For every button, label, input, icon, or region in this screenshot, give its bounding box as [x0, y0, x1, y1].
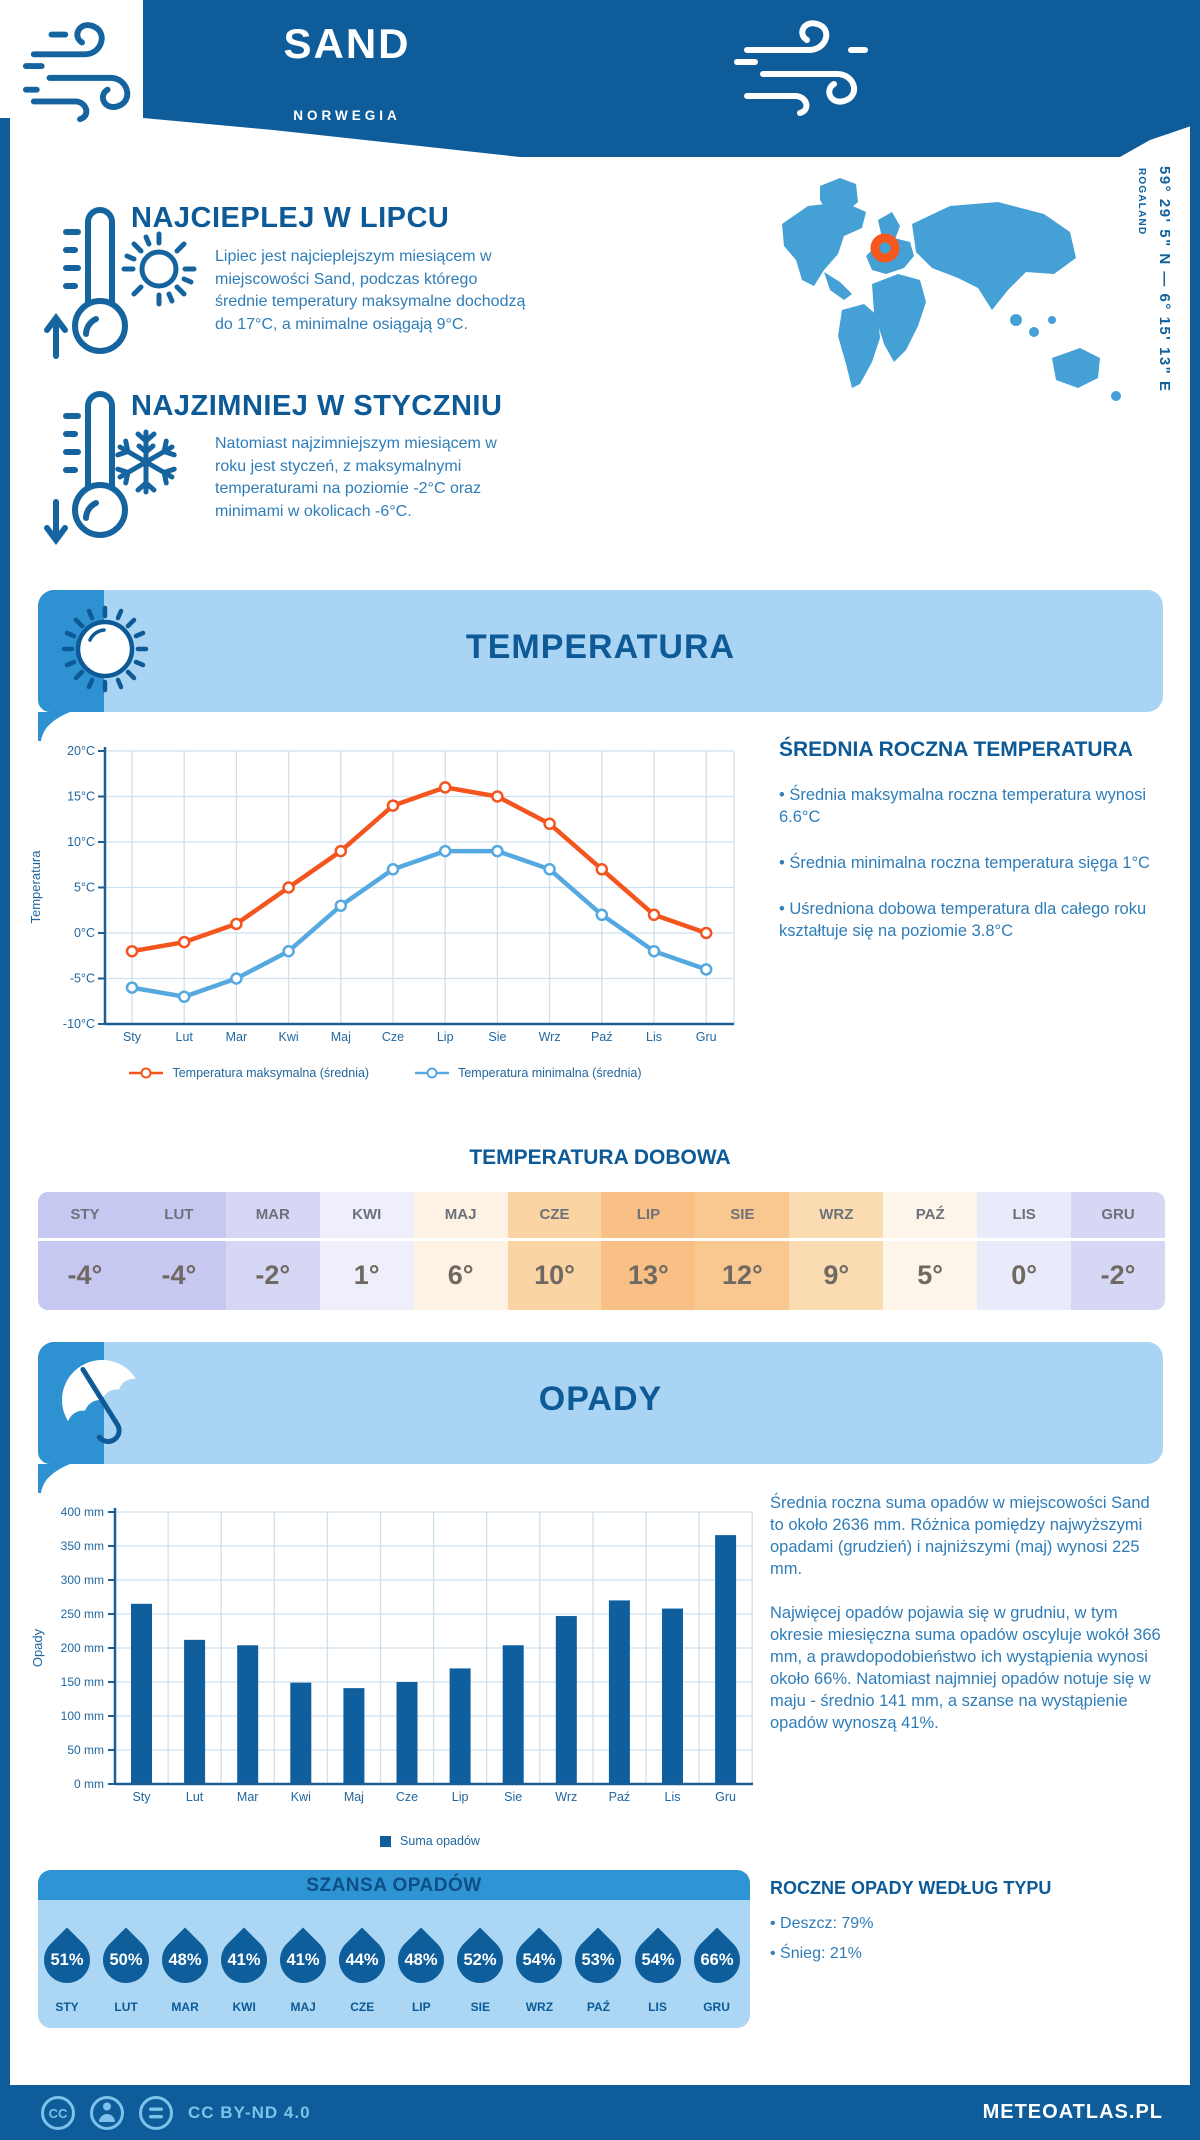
temperature-value: 6° [414, 1241, 508, 1310]
daily-temperature-table [38, 1192, 1165, 1310]
svg-text:Mar: Mar [225, 1030, 248, 1044]
rain-chance-percent: 44% [345, 1950, 379, 1969]
rain-chance-month: PAŹ [586, 2000, 610, 2014]
daily-temp-column-GRU [1071, 1192, 1165, 1310]
daily-temp-column-SIE [695, 1192, 789, 1310]
rain-chance-percent: 41% [227, 1950, 261, 1969]
svg-text:Wrz: Wrz [538, 1030, 561, 1044]
coldest-title: NAJZIMNIEJ W STYCZNIU [131, 390, 503, 422]
temperature-value: 13° [601, 1241, 695, 1310]
annual-temperature-block [779, 738, 1175, 966]
rain-chance-percent: 50% [109, 1950, 143, 1969]
bar-Maj [343, 1688, 364, 1784]
raindrop-icon-STY [34, 1927, 99, 1992]
svg-text:Temperatura: Temperatura [28, 850, 43, 924]
annual-temperature-bullet: • Uśredniona dobowa temperatura dla całego roku kształtuje się na poziomie 3.8°C [779, 900, 1147, 940]
by-type-title: ROCZNE OPADY WEDŁUG TYPU [770, 1878, 1052, 1898]
svg-text:50 mm: 50 mm [67, 1743, 104, 1757]
legend-label: Temperatura maksymalna (średnia) [172, 1066, 370, 1080]
raindrop-icon-KWI [212, 1927, 277, 1992]
warmest-text: Lipiec jest najcieplejszym miesiącem w miejscowości Sand, podczas którego średnie temperatury maksymalne dochodzą do 17°C, a minimalne osiągają 9°C. [215, 248, 526, 333]
band-tail [38, 1464, 72, 1494]
svg-text:Sty: Sty [132, 1790, 151, 1804]
month-header: CZE [508, 1192, 602, 1238]
bar-Lis [662, 1609, 683, 1784]
month-header: LIP [601, 1192, 695, 1238]
rain-chance-month: MAR [171, 2000, 199, 2014]
legend-swatch [414, 1067, 450, 1079]
rain-chance-month: GRU [703, 2000, 730, 2014]
rain-chance-month: LIP [411, 2000, 431, 2014]
svg-text:Cze: Cze [381, 1030, 405, 1044]
daily-temp-column-MAR [226, 1192, 320, 1310]
legend-label: Temperatura minimalna (średnia) [458, 1066, 642, 1080]
svg-text:Lip: Lip [436, 1030, 454, 1044]
world-map [780, 160, 1152, 422]
rain-chance-percent: 53% [581, 1950, 615, 1969]
raindrop-icon-LUT [94, 1927, 159, 1992]
rain-chance-percent: 48% [404, 1950, 438, 1969]
daily-temp-column-STY [38, 1192, 132, 1310]
region-label: ROGALAND [1136, 168, 1147, 236]
bar-Sty [131, 1604, 152, 1784]
daily-temp-column-LIP [601, 1192, 695, 1310]
snowflake-icon [108, 424, 184, 500]
annual-temperature-title: ŚREDNIA ROCZNA TEMPERATURA [779, 738, 1133, 761]
site-name[interactable]: METEOATLAS.PL [982, 2101, 1163, 2123]
daily-temp-column-CZE [508, 1192, 602, 1310]
legend-item [128, 1066, 369, 1080]
svg-text:Cze: Cze [395, 1790, 419, 1804]
temperature-value: 12° [695, 1241, 789, 1310]
month-header: LIS [977, 1192, 1071, 1238]
coordinates-label: 59° 29' 5" N — 6° 15' 13" E [1156, 166, 1173, 393]
rain-chance-percent: 41% [286, 1950, 320, 1969]
svg-text:Wrz: Wrz [555, 1790, 578, 1804]
sun-outline-icon [116, 226, 202, 312]
bar-Kwi [290, 1683, 311, 1784]
svg-text:Lis: Lis [646, 1030, 662, 1044]
precipitation-text-block [770, 1492, 1168, 1758]
bar-Gru [715, 1535, 736, 1784]
wind-icon-left [22, 14, 140, 126]
temperature-value: -2° [226, 1241, 320, 1310]
svg-text:0°C: 0°C [74, 926, 95, 940]
bar-Lip [450, 1668, 471, 1784]
month-header: LUT [132, 1192, 226, 1238]
daily-temp-column-WRZ [789, 1192, 883, 1310]
svg-text:Opady: Opady [30, 1628, 45, 1668]
rain-chance-percent: 52% [463, 1950, 497, 1969]
daily-temp-column-LIS [977, 1192, 1071, 1310]
svg-text:CC: CC [48, 2106, 68, 2121]
svg-text:0 mm: 0 mm [74, 1777, 104, 1791]
month-header: WRZ [789, 1192, 883, 1238]
month-header: MAR [226, 1192, 320, 1238]
rain-chance-percent: 48% [168, 1950, 202, 1969]
svg-text:Lut: Lut [175, 1030, 193, 1044]
wind-icon-right [733, 16, 873, 116]
temperature-value: 9° [789, 1241, 883, 1310]
header-ribbon [0, 0, 1200, 170]
daily-temp-column-PAŹ [883, 1192, 977, 1310]
daily-temp-column-LUT [132, 1192, 226, 1310]
rain-chance-month: STY [55, 2000, 79, 2014]
by-type-bullet: • Śnieg: 21% [770, 1945, 862, 1962]
license-label: CC BY-ND 4.0 [188, 2103, 311, 2122]
temperature-value: 10° [508, 1241, 602, 1310]
by-type-bullet: • Deszcz: 79% [770, 1915, 874, 1932]
svg-text:Maj: Maj [343, 1790, 364, 1804]
bar-Wrz [556, 1616, 577, 1784]
rain-chance-month: MAJ [290, 2000, 316, 2014]
raindrop-icon-LIS [625, 1927, 690, 1992]
precipitation-paragraph: Najwięcej opadów pojawia się w grudniu, w tym okresie miesięczna suma opadów oscyluje wokół 366 mm, a prawdopodobieństwo ich wystąpienia wynosi około 66%. Natomiast najmniej opadów notuje się w maju - średnio 141 mm, a szanse na wystąpienie opadów wynoszą 41%. [770, 1604, 1161, 1732]
precipitation-chart-legend [60, 1834, 800, 1848]
right-border-strip [1190, 123, 1200, 2085]
svg-text:10°C: 10°C [67, 835, 95, 849]
svg-text:200 mm: 200 mm [60, 1641, 104, 1655]
svg-text:Mar: Mar [236, 1790, 259, 1804]
temperature-value: 0° [977, 1241, 1071, 1310]
svg-text:Sie: Sie [488, 1030, 507, 1044]
temperature-value: -2° [1071, 1241, 1165, 1310]
precipitation-by-type-block [770, 1878, 1168, 1989]
bar-Cze [397, 1682, 418, 1784]
legend-swatch [380, 1835, 392, 1847]
raindrop-icon-GRU [684, 1927, 749, 1992]
coldest-text: Natomiast najzimniejszym miesiącem w roku jest styczeń, z maksymalnymi temperaturami na poziomie -2°C oraz minimami w okolicach -6°C. [215, 435, 497, 520]
month-header: MAJ [414, 1192, 508, 1238]
precipitation-chart-svg [0, 1495, 770, 1825]
svg-text:Lut: Lut [185, 1790, 204, 1804]
daily-temperature-title: TEMPERATURA DOBOWA [469, 1146, 731, 1169]
legend-swatch [128, 1067, 164, 1079]
legend-item [380, 1834, 480, 1848]
temperature-chart-svg [0, 735, 770, 1065]
legend-label: Suma opadów [400, 1834, 480, 1848]
svg-text:Sty: Sty [122, 1030, 142, 1044]
month-header: SIE [695, 1192, 789, 1238]
month-header: PAŹ [883, 1192, 977, 1238]
temperature-section-title: TEMPERATURA [465, 628, 736, 666]
bar-Sie [503, 1645, 524, 1784]
rain-chance-title: SZANSA OPADÓW [38, 1870, 750, 1900]
svg-text:5°C: 5°C [74, 880, 95, 895]
bar-Paź [609, 1600, 630, 1784]
daily-temp-column-MAJ [414, 1192, 508, 1310]
svg-text:300 mm: 300 mm [60, 1573, 104, 1587]
svg-text:250 mm: 250 mm [60, 1607, 104, 1621]
svg-text:400 mm: 400 mm [60, 1505, 104, 1519]
precipitation-section-title: OPADY [538, 1380, 663, 1418]
svg-text:-5°C: -5°C [69, 971, 95, 986]
svg-text:Paź: Paź [608, 1790, 631, 1804]
svg-text:150 mm: 150 mm [60, 1675, 104, 1689]
svg-text:Paź: Paź [591, 1030, 613, 1044]
svg-text:Maj: Maj [330, 1030, 351, 1044]
month-header: GRU [1071, 1192, 1165, 1238]
warmest-title: NAJCIEPLEJ W LIPCU [131, 202, 450, 234]
rain-chance-percent: 66% [700, 1950, 734, 1969]
raindrop-icon-MAR [153, 1927, 218, 1992]
rain-chance-month: WRZ [525, 2000, 554, 2014]
daily-temp-column-KWI [320, 1192, 414, 1310]
annual-temperature-bullet: • Średnia minimalna roczna temperatura sięga 1°C [779, 854, 1150, 872]
bar-Lut [184, 1640, 205, 1784]
precipitation-paragraph: Średnia roczna suma opadów w miejscowości Sand to około 2636 mm. Różnica pomiędzy najwyższymi opadami (grudzień) i najniższymi (maj) wynosi 225 mm. [770, 1494, 1150, 1578]
rain-chance-month: SIE [470, 2000, 491, 2014]
raindrop-icon-MAJ [271, 1927, 336, 1992]
temperature-chart-legend [20, 1066, 750, 1080]
page-subtitle: NORWEGIA [293, 108, 401, 123]
rain-chance-month: KWI [232, 2000, 256, 2014]
temperature-value: 1° [320, 1241, 414, 1310]
svg-text:15°C: 15°C [67, 789, 95, 804]
page-title: SAND [283, 20, 411, 67]
month-header: KWI [320, 1192, 414, 1238]
legend-item [414, 1066, 641, 1080]
svg-text:20°C: 20°C [67, 744, 95, 758]
temperature-chart [0, 735, 770, 1065]
svg-text:Sie: Sie [504, 1790, 523, 1804]
temperature-value: 5° [883, 1241, 977, 1310]
svg-text:Kwi: Kwi [278, 1030, 299, 1044]
svg-text:100 mm: 100 mm [60, 1709, 104, 1723]
bar-Mar [237, 1645, 258, 1784]
rain-chance-percent: 54% [640, 1950, 675, 1969]
svg-text:Kwi: Kwi [290, 1790, 311, 1804]
precipitation-chart [0, 1495, 770, 1825]
month-header: STY [38, 1192, 132, 1238]
svg-text:Gru: Gru [715, 1790, 737, 1804]
temperature-value: -4° [132, 1241, 226, 1310]
annual-temperature-bullet: • Średnia maksymalna roczna temperatura wynosi 6.6°C [779, 786, 1147, 826]
svg-text:Gru: Gru [695, 1030, 717, 1044]
rain-chance-percent: 54% [522, 1950, 556, 1969]
rain-chance-month: LUT [114, 2000, 138, 2014]
svg-text:350 mm: 350 mm [60, 1539, 104, 1553]
svg-text:Lis: Lis [664, 1790, 681, 1804]
rain-chance-month: CZE [350, 2000, 375, 2014]
svg-text:Lip: Lip [451, 1790, 469, 1804]
temperature-value: -4° [38, 1241, 132, 1310]
rain-chance-month: LIS [648, 2000, 667, 2014]
svg-text:-10°C: -10°C [62, 1017, 95, 1031]
rain-chance-percent: 51% [50, 1950, 84, 1969]
